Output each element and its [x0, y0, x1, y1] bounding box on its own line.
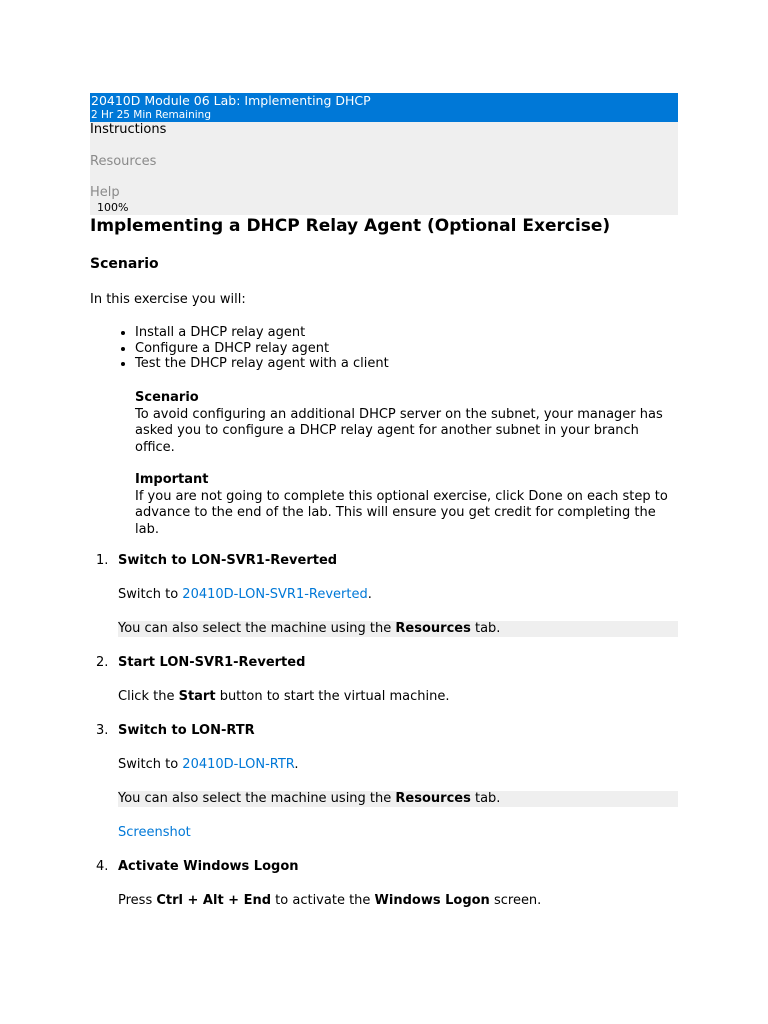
step-4-text — [118, 893, 541, 909]
scenario-note — [135, 390, 680, 456]
text: tab. — [470, 791, 501, 806]
text: Switch to — [118, 757, 183, 772]
title-bar — [90, 93, 678, 122]
list-item: • Install a DHCP relay agent — [135, 325, 675, 341]
screenshot-link[interactable]: Screenshot — [118, 825, 191, 840]
text: to activate the — [271, 893, 375, 908]
list-item: • Configure a DHCP relay agent — [135, 341, 675, 357]
step-number: 3. — [96, 723, 109, 738]
important-note-body: If you are not going to complete this optional exercise, click Done on each step to advance to the end of the lab. This will ensure you get credit for completing the lab. — [135, 488, 668, 537]
scenario-note-title: Scenario — [135, 390, 199, 405]
text: button to start the virtual machine. — [215, 689, 450, 704]
lab-window — [90, 93, 678, 908]
step-number: 2. — [96, 655, 109, 670]
scenario-note-body: To avoid configuring an additional DHCP server on the subnet, your manager has asked you to configure a DHCP relay agent for another subnet in your branch office. — [135, 406, 663, 455]
text: Click the — [118, 689, 179, 704]
page-title: Implementing a DHCP Relay Agent (Optional Exercise) — [90, 216, 611, 236]
step-3-text — [118, 757, 299, 773]
intro-text: In this exercise you will: — [90, 292, 246, 307]
section-heading: Scenario — [90, 256, 159, 272]
step-title: Switch to LON-RTR — [118, 723, 255, 738]
step-1-text — [118, 587, 372, 603]
tab-resources[interactable]: Resources — [90, 154, 157, 169]
important-note — [135, 472, 680, 538]
text: Windows Logon — [374, 893, 490, 908]
zoom-level[interactable]: 100% — [97, 201, 129, 214]
step-title: Switch to LON-SVR1-Reverted — [118, 553, 338, 568]
tab-help[interactable]: Help — [90, 185, 120, 200]
important-note-title: Important — [135, 472, 209, 487]
machine-link[interactable]: 20410D-LON-RTR — [182, 757, 295, 772]
text: screen. — [489, 893, 542, 908]
text: . — [294, 757, 299, 772]
text: You can also select the machine using the — [118, 791, 396, 806]
step-1-tip — [118, 621, 678, 637]
machine-link[interactable]: 20410D-LON-SVR1-Reverted — [182, 587, 368, 602]
text: Resources — [395, 791, 471, 806]
text: You can also select the machine using the — [118, 621, 396, 636]
time-remaining: 2 Hr 25 Min Remaining — [91, 109, 211, 121]
step-title: Start LON-SVR1-Reverted — [118, 655, 306, 670]
list-item: • Test the DHCP relay agent with a client — [135, 356, 675, 372]
lab-title: 20410D Module 06 Lab: Implementing DHCP — [91, 93, 371, 108]
text: Resources — [395, 621, 471, 636]
step-number: 1. — [96, 553, 109, 568]
step-2-text — [118, 689, 449, 705]
nav-panel — [90, 122, 678, 215]
tab-instructions[interactable]: Instructions — [90, 122, 167, 137]
screenshot-link-row — [118, 825, 191, 841]
step-3-tip — [118, 791, 678, 807]
text: Switch to — [118, 587, 183, 602]
text: Start — [178, 689, 216, 704]
text: tab. — [470, 621, 501, 636]
text: Press — [118, 893, 157, 908]
step-number: 4. — [96, 859, 109, 874]
text: . — [367, 587, 372, 602]
objective-list — [90, 325, 675, 372]
step-title: Activate Windows Logon — [118, 859, 299, 874]
text: Ctrl + Alt + End — [156, 893, 272, 908]
